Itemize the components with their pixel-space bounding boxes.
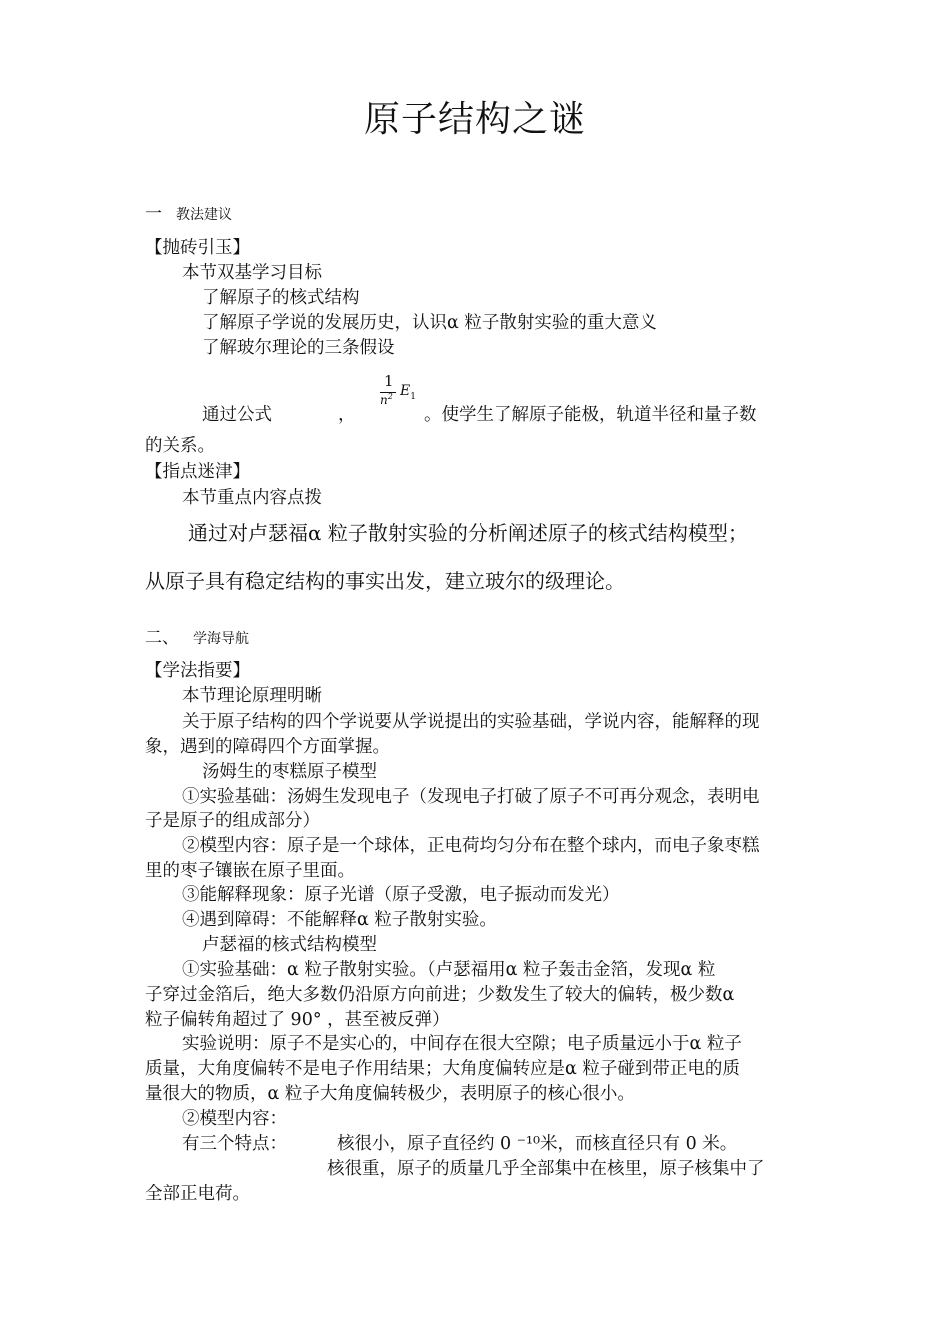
formula-comma: ， [338,405,356,425]
paragraph-line: ②模型内容：原子是一个球体，正电荷均匀分布在整个球内，而电子象枣糕 [182,836,760,856]
paragraph-line: ①实验基础：α 粒子散射实验。（卢瑟福用α 粒子轰击金箔，发现α 粒 [182,960,716,980]
key-point: 通过对卢瑟福α 粒子散射实验的分析阐述原子的核式结构模型； [188,521,748,545]
block-header: 【学法指要】 [145,661,250,681]
paragraph-line: 象，遇到的障碍四个方面掌握。 [145,737,390,757]
feature-item: 核很小，原子直径约 0 ⁻¹⁰米，而核直径只有 0 米。 [337,1134,738,1154]
paragraph-line: 量很大的物质，α 粒子大角度偏转极少，表明原子的核心很小。 [145,1084,635,1104]
paragraph-line: ②模型内容： [182,1109,287,1129]
subheading: 本节重点内容点拨 [182,488,322,508]
paragraph-line: 全部正电荷。 [145,1184,250,1204]
key-point: 从原子具有稳定结构的事实出发，建立玻尔的级理论。 [145,569,625,593]
block-header: 【抛砖引玉】 [145,238,250,258]
paragraph-line: 子是原子的组成部分） [145,811,320,831]
goal-item: 了解玻尔理论的三条假设 [202,338,395,358]
section-number: 一 [145,204,162,224]
model-title: 卢瑟福的核式结构模型 [202,935,377,955]
subheading: 本节双基学习目标 [182,263,322,283]
paragraph-line: ④遇到障碍：不能解释α 粒子散射实验。 [182,910,497,930]
paragraph-line: 质量，大角度偏转不是电子作用结果；大角度偏转应是α 粒子碰到带正电的质 [145,1059,740,1079]
section-number: 二、 [145,628,179,648]
paragraph-line: ③能解释现象：原子光谱（原子受激，电子振动而发光） [182,885,620,905]
paragraph-line: 粒子偏转角超过了 90° ，甚至被反弹） [145,1010,450,1030]
model-title: 汤姆生的枣糕原子模型 [202,762,377,782]
section-heading-1 [145,202,232,227]
formula-denominator: $n^2$ [380,392,393,407]
section-heading-2 [145,626,249,651]
goal-item: 了解原子学说的发展历史，认识α 粒子散射实验的重大意义 [202,313,657,333]
paragraph-line: 实验说明：原子不是实心的，中间存在很大空隙；电子质量远小于α 粒子 [182,1034,742,1054]
energy-formula [378,372,430,416]
document-title: 原子结构之谜 [363,99,586,140]
paragraph-line: 里的枣子镶嵌在原子里面。 [145,861,355,881]
section-label: 教法建议 [176,207,232,223]
features-label: 有三个特点： [182,1134,287,1154]
feature-item: 核很重，原子的质量几乎全部集中在核里，原子核集中了 [327,1159,765,1179]
goal-item: 了解原子的核式结构 [202,288,360,308]
formula-energy: $E_1$ [400,383,416,402]
formula-numerator: 1 [384,372,394,390]
section-label: 学海导航 [193,631,249,647]
paragraph-line: 关于原子结构的四个学说要从学说提出的实验基础，学说内容，能解释的现 [182,712,760,732]
block-header: 【指点迷津】 [145,462,250,482]
formula-intro: 通过公式 [202,405,272,425]
formula-explanation: 。使学生了解原子能极，轨道半径和量子数 [424,405,757,425]
subheading: 本节理论原理明晰 [182,686,322,706]
paragraph-line: ①实验基础：汤姆生发现电子（发现电子打破了原子不可再分观念，表明电 [182,787,760,807]
formula-explanation-cont: 的关系。 [145,436,215,456]
paragraph-line: 子穿过金箔后，绝大多数仍沿原方向前进；少数发生了较大的偏转，极少数α [145,985,735,1005]
